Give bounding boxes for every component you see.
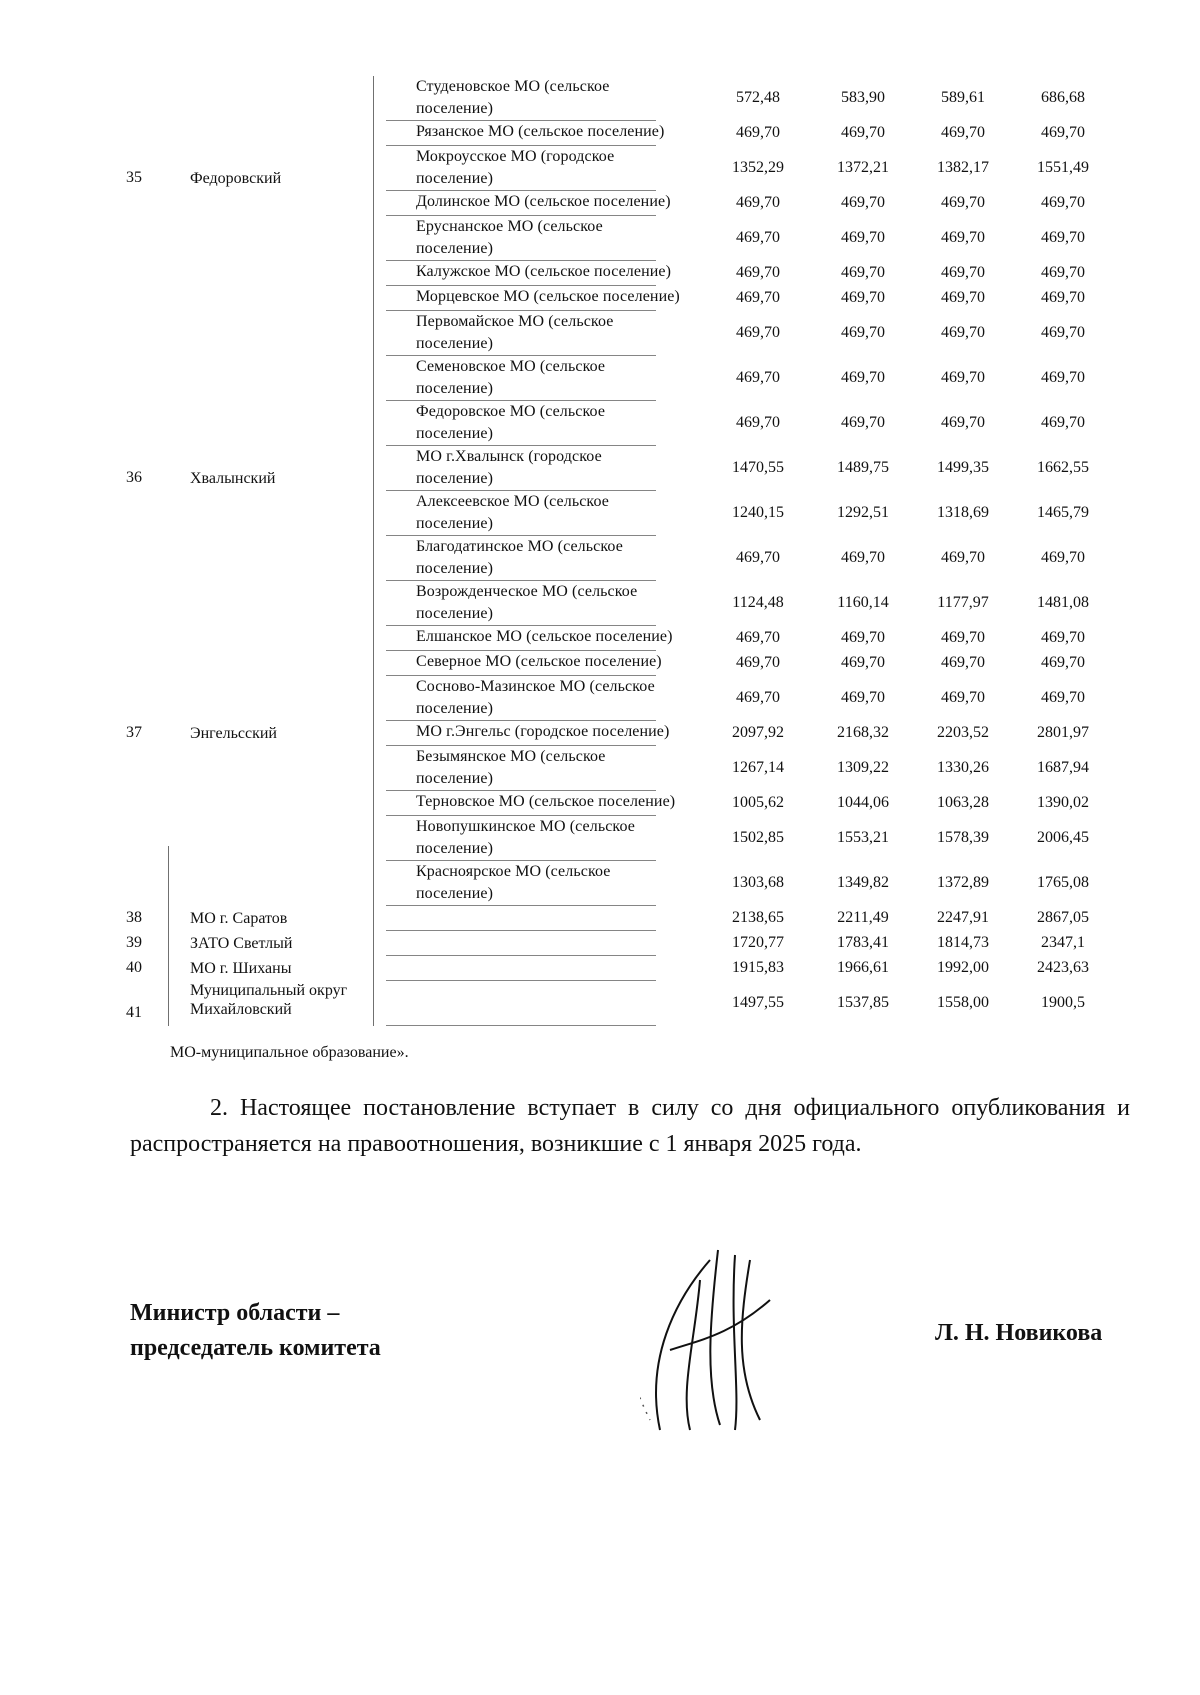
value-cell-1: 1497,55 xyxy=(732,994,784,1011)
table-row xyxy=(118,721,1128,746)
signatory-name: Л. Н. Новикова xyxy=(935,1320,1103,1346)
value-cell-3: 469,70 xyxy=(941,194,985,211)
municipality-name-line: поселение) xyxy=(416,170,493,187)
table-row xyxy=(118,146,1128,191)
value-cell-2: 1553,21 xyxy=(837,829,889,846)
value-cell-4: 2867,05 xyxy=(1037,909,1089,926)
value-cell-3: 1177,97 xyxy=(937,594,989,611)
municipality-name-line: поселение) xyxy=(416,560,493,577)
table-row xyxy=(118,216,1128,261)
table-row xyxy=(118,311,1128,356)
value-cell-2: 469,70 xyxy=(841,194,885,211)
row-number: 38 xyxy=(126,909,142,926)
table-row xyxy=(118,536,1128,581)
table-row xyxy=(118,931,1128,956)
municipality-name-line: поселение) xyxy=(416,240,493,257)
value-cell-3: 469,70 xyxy=(941,629,985,646)
municipality-name-line: МО г.Хвалынск (городское xyxy=(416,448,602,465)
value-cell-3: 1063,28 xyxy=(937,794,989,811)
value-cell-4: 469,70 xyxy=(1041,629,1085,646)
value-cell-4: 2347,1 xyxy=(1041,934,1085,951)
table-row xyxy=(118,491,1128,536)
table-row xyxy=(118,906,1128,931)
district-name: Хвалынский xyxy=(190,470,276,487)
value-cell-4: 469,70 xyxy=(1041,549,1085,566)
value-cell-1: 469,70 xyxy=(736,324,780,341)
table-row xyxy=(118,676,1128,721)
value-cell-4: 469,70 xyxy=(1041,289,1085,306)
value-cell-3: 469,70 xyxy=(941,264,985,281)
table-row xyxy=(118,76,1128,121)
district-name: Федоровский xyxy=(190,170,282,187)
table-row xyxy=(118,651,1128,676)
municipality-name-line: Рязанское МО (сельское поселение) xyxy=(416,123,665,140)
municipality-name-line: Студеновское МО (сельское xyxy=(416,78,610,95)
value-cell-3: 469,70 xyxy=(941,549,985,566)
row-rule xyxy=(386,1025,656,1026)
value-cell-2: 1292,51 xyxy=(837,504,889,521)
row-number: 37 xyxy=(126,724,142,741)
municipality-name-line: поселение) xyxy=(416,335,493,352)
value-cell-2: 1372,21 xyxy=(837,159,889,176)
municipality-name-line: Федоровское МО (сельское xyxy=(416,403,606,420)
value-cell-2: 1537,85 xyxy=(837,994,889,1011)
value-cell-1: 2097,92 xyxy=(732,724,784,741)
row-number: 40 xyxy=(126,959,142,976)
district-name: Муниципальный округ Михайловский xyxy=(190,982,348,1018)
value-cell-2: 469,70 xyxy=(841,229,885,246)
value-cell-1: 469,70 xyxy=(736,689,780,706)
value-cell-1: 1352,29 xyxy=(732,159,784,176)
district-name: Энгельсский xyxy=(190,725,277,742)
value-cell-1: 1303,68 xyxy=(732,874,784,891)
value-cell-2: 469,70 xyxy=(841,324,885,341)
value-cell-2: 469,70 xyxy=(841,369,885,386)
value-cell-4: 469,70 xyxy=(1041,264,1085,281)
value-cell-1: 469,70 xyxy=(736,124,780,141)
municipality-name-line: Калужское МО (сельское поселение) xyxy=(416,263,672,280)
table-row xyxy=(118,861,1128,906)
value-cell-4: 469,70 xyxy=(1041,654,1085,671)
table-row xyxy=(118,626,1128,651)
row-number: 35 xyxy=(126,169,142,186)
municipality-name-line: Сосново-Мазинское МО (сельское xyxy=(416,678,655,695)
value-cell-2: 1966,61 xyxy=(837,959,889,976)
value-cell-4: 469,70 xyxy=(1041,689,1085,706)
value-cell-3: 2203,52 xyxy=(937,724,989,741)
table-row xyxy=(118,121,1128,146)
table-row xyxy=(118,816,1128,861)
value-cell-4: 1900,5 xyxy=(1041,994,1085,1011)
handwritten-signature xyxy=(640,1240,790,1440)
value-cell-3: 469,70 xyxy=(941,654,985,671)
value-cell-3: 469,70 xyxy=(941,124,985,141)
municipality-name-line: Безымянское МО (сельское xyxy=(416,748,606,765)
value-cell-2: 1160,14 xyxy=(837,594,889,611)
value-cell-1: 1502,85 xyxy=(732,829,784,846)
value-cell-2: 469,70 xyxy=(841,124,885,141)
municipality-name-line: Елшанское МО (сельское поселение) xyxy=(416,628,673,645)
tariff-table xyxy=(118,76,1128,1026)
signatory-title xyxy=(130,1296,381,1366)
municipality-name-line: Морцевское МО (сельское поселение) xyxy=(416,288,680,305)
municipality-name-line: поселение) xyxy=(416,100,493,117)
table-row xyxy=(118,356,1128,401)
value-cell-4: 469,70 xyxy=(1041,194,1085,211)
value-cell-4: 2006,45 xyxy=(1037,829,1089,846)
value-cell-2: 1044,06 xyxy=(837,794,889,811)
table-row xyxy=(118,956,1128,981)
value-cell-3: 1382,17 xyxy=(937,159,989,176)
value-cell-3: 1992,00 xyxy=(937,959,989,976)
signatory-title-line-2: председатель комитета xyxy=(130,1335,381,1361)
row-number: 36 xyxy=(126,469,142,486)
value-cell-2: 469,70 xyxy=(841,654,885,671)
municipality-name-line: поселение) xyxy=(416,470,493,487)
municipality-name-line: поселение) xyxy=(416,885,493,902)
row-number: 41 xyxy=(126,1004,142,1021)
value-cell-3: 589,61 xyxy=(941,89,985,106)
municipality-name-line: поселение) xyxy=(416,605,493,622)
value-cell-1: 469,70 xyxy=(736,229,780,246)
value-cell-3: 1318,69 xyxy=(937,504,989,521)
municipality-name-line: Новопушкинское МО (сельское xyxy=(416,818,635,835)
footnote: МО-муниципальное образование». xyxy=(170,1044,409,1061)
value-cell-2: 1489,75 xyxy=(837,459,889,476)
value-cell-3: 469,70 xyxy=(941,689,985,706)
table-row xyxy=(118,286,1128,311)
table-row xyxy=(118,791,1128,816)
value-cell-1: 1240,15 xyxy=(732,504,784,521)
table-column-rule xyxy=(168,846,169,1026)
table-row xyxy=(118,981,1128,1026)
municipality-name-line: поселение) xyxy=(416,840,493,857)
value-cell-3: 469,70 xyxy=(941,324,985,341)
value-cell-2: 469,70 xyxy=(841,549,885,566)
table-row xyxy=(118,446,1128,491)
municipality-name-line: Еруснанское МО (сельское xyxy=(416,218,603,235)
municipality-name-line: поселение) xyxy=(416,770,493,787)
value-cell-2: 469,70 xyxy=(841,414,885,431)
district-name: МО г. Саратов xyxy=(190,910,288,927)
value-cell-1: 469,70 xyxy=(736,654,780,671)
signatory-title-line-1: Министр области – xyxy=(130,1300,340,1326)
value-cell-4: 469,70 xyxy=(1041,369,1085,386)
value-cell-4: 686,68 xyxy=(1041,89,1085,106)
value-cell-3: 469,70 xyxy=(941,414,985,431)
value-cell-1: 469,70 xyxy=(736,289,780,306)
value-cell-1: 1915,83 xyxy=(732,959,784,976)
value-cell-3: 1578,39 xyxy=(937,829,989,846)
municipality-name-line: Долинское МО (сельское поселение) xyxy=(416,193,671,210)
value-cell-4: 1662,55 xyxy=(1037,459,1089,476)
value-cell-4: 1481,08 xyxy=(1037,594,1089,611)
district-name: ЗАТО Светлый xyxy=(190,935,293,952)
value-cell-4: 1765,08 xyxy=(1037,874,1089,891)
table-row xyxy=(118,191,1128,216)
municipality-name-line: МО г.Энгельс (городское поселение) xyxy=(416,723,670,740)
value-cell-3: 469,70 xyxy=(941,289,985,306)
value-cell-4: 2423,63 xyxy=(1037,959,1089,976)
value-cell-4: 1687,94 xyxy=(1037,759,1089,776)
value-cell-1: 1267,14 xyxy=(732,759,784,776)
municipality-name-line: Северное МО (сельское поселение) xyxy=(416,653,662,670)
value-cell-1: 1124,48 xyxy=(732,594,784,611)
table-column-rule xyxy=(373,76,374,1026)
table-row xyxy=(118,401,1128,446)
municipality-name-line: Благодатинское МО (сельское xyxy=(416,538,623,555)
value-cell-1: 469,70 xyxy=(736,549,780,566)
value-cell-1: 469,70 xyxy=(736,414,780,431)
value-cell-4: 1390,02 xyxy=(1037,794,1089,811)
value-cell-1: 469,70 xyxy=(736,629,780,646)
value-cell-2: 1309,22 xyxy=(837,759,889,776)
value-cell-4: 469,70 xyxy=(1041,414,1085,431)
value-cell-4: 469,70 xyxy=(1041,229,1085,246)
value-cell-2: 469,70 xyxy=(841,289,885,306)
value-cell-4: 2801,97 xyxy=(1037,724,1089,741)
municipality-name-line: Первомайское МО (сельское xyxy=(416,313,614,330)
value-cell-3: 1814,73 xyxy=(937,934,989,951)
municipality-name-line: поселение) xyxy=(416,700,493,717)
value-cell-2: 1783,41 xyxy=(837,934,889,951)
municipality-name-line: поселение) xyxy=(416,380,493,397)
value-cell-2: 2168,32 xyxy=(837,724,889,741)
municipality-name-line: Терновское МО (сельское поселение) xyxy=(416,793,676,810)
value-cell-1: 572,48 xyxy=(736,89,780,106)
value-cell-3: 1372,89 xyxy=(937,874,989,891)
value-cell-1: 469,70 xyxy=(736,369,780,386)
table-row xyxy=(118,746,1128,791)
value-cell-3: 2247,91 xyxy=(937,909,989,926)
value-cell-1: 2138,65 xyxy=(732,909,784,926)
value-cell-3: 1558,00 xyxy=(937,994,989,1011)
value-cell-2: 2211,49 xyxy=(837,909,889,926)
value-cell-2: 469,70 xyxy=(841,264,885,281)
value-cell-4: 1465,79 xyxy=(1037,504,1089,521)
value-cell-1: 1470,55 xyxy=(732,459,784,476)
municipality-name-line: Мокроусское МО (городское xyxy=(416,148,615,165)
municipality-name-line: Алексеевское МО (сельское xyxy=(416,493,609,510)
table-row xyxy=(118,581,1128,626)
value-cell-2: 1349,82 xyxy=(837,874,889,891)
value-cell-4: 469,70 xyxy=(1041,324,1085,341)
value-cell-3: 469,70 xyxy=(941,369,985,386)
paragraph-2: 2. Настоящее постановление вступает в силу со дня официального опубликования и распространяется на правоотношения, возникшие с 1 января 2025 года. xyxy=(130,1095,1130,1157)
value-cell-2: 469,70 xyxy=(841,629,885,646)
value-cell-1: 1720,77 xyxy=(732,934,784,951)
table-row xyxy=(118,261,1128,286)
value-cell-2: 583,90 xyxy=(841,89,885,106)
row-number: 39 xyxy=(126,934,142,951)
municipality-name-line: Возрожденческое МО (сельское xyxy=(416,583,638,600)
value-cell-4: 469,70 xyxy=(1041,124,1085,141)
value-cell-1: 1005,62 xyxy=(732,794,784,811)
value-cell-1: 469,70 xyxy=(736,264,780,281)
value-cell-3: 469,70 xyxy=(941,229,985,246)
municipality-name-line: Семеновское МО (сельское xyxy=(416,358,606,375)
district-name: МО г. Шиханы xyxy=(190,960,292,977)
municipality-name-line: поселение) xyxy=(416,425,493,442)
municipality-name-line: поселение) xyxy=(416,515,493,532)
value-cell-1: 469,70 xyxy=(736,194,780,211)
value-cell-3: 1499,35 xyxy=(937,459,989,476)
value-cell-3: 1330,26 xyxy=(937,759,989,776)
value-cell-4: 1551,49 xyxy=(1037,159,1089,176)
value-cell-2: 469,70 xyxy=(841,689,885,706)
municipality-name-line: Красноярское МО (сельское xyxy=(416,863,611,880)
